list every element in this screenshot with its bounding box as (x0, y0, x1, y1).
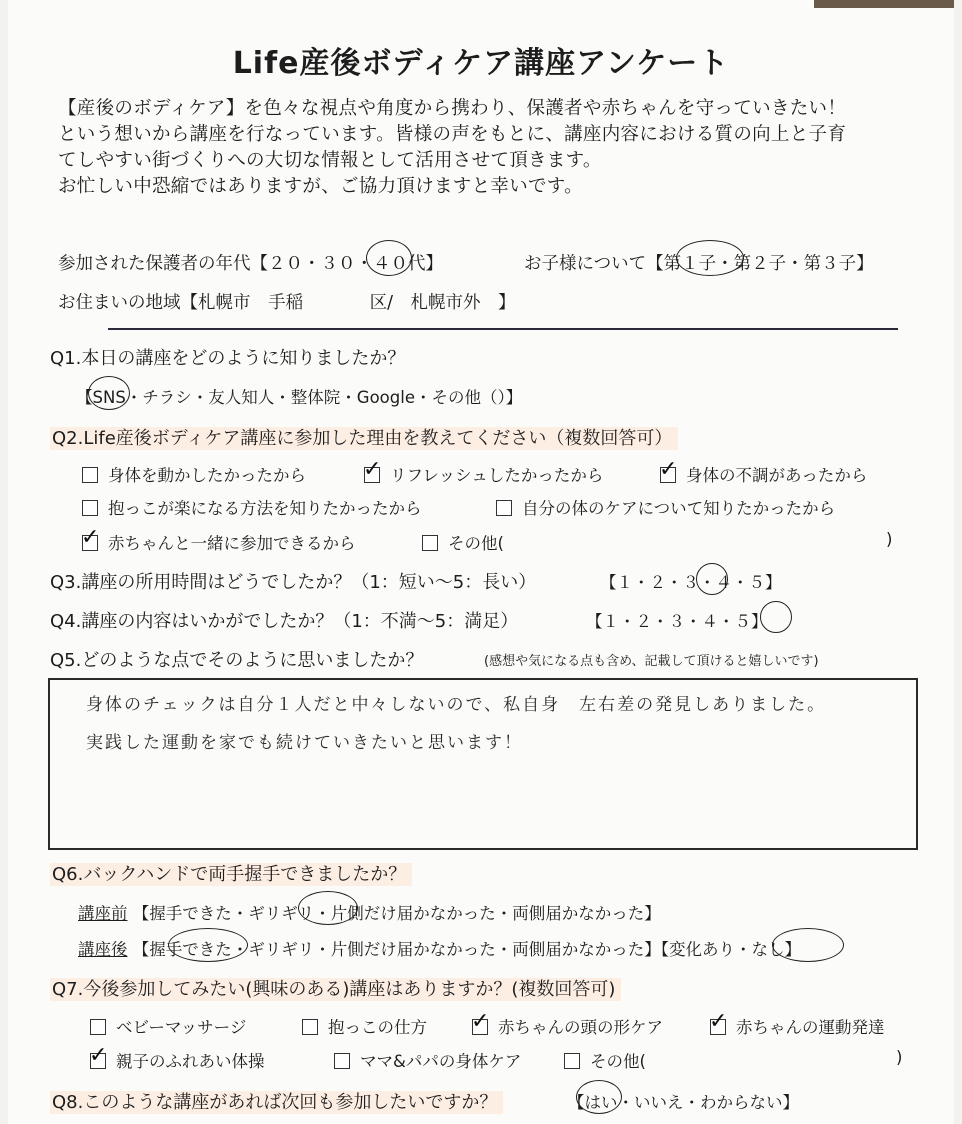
check-icon: ✓ (89, 1043, 108, 1068)
check-icon: ✓ (709, 1009, 728, 1034)
q5-question: Q5.どのような点でそのように思いましたか？ (50, 650, 424, 671)
checkbox-checked[interactable] (363, 457, 382, 483)
q2-option-4[interactable]: 抱っこが楽になる方法を知りたかったから (82, 495, 422, 519)
checkbox-checked[interactable] (709, 1009, 728, 1035)
q6-before-circle-mark (298, 891, 358, 925)
age-rest: ・４０代】 (355, 254, 443, 274)
checkbox-checked[interactable] (471, 1009, 490, 1035)
q1-question: Q1.本日の講座をどのように知りましたか？ (50, 348, 406, 369)
divider (108, 328, 898, 330)
child-selected[interactable]: 第１子 (663, 254, 717, 274)
q2-option-2[interactable]: ✓ リフレッシュしたかったから (363, 457, 604, 485)
q2-option-3[interactable]: ✓ 身体の不調があったから (659, 457, 868, 485)
intro-line-2: という想いから講座を行なっています。皆様の声をもとに、講座内容における質の向上と子育 (58, 124, 847, 145)
q8-circle-mark (576, 1080, 622, 1114)
intro-line-4: お忙しい中恐縮ではありますが、ご協力頂けますと幸いです。 (58, 176, 583, 197)
q1-bracket: 【 (76, 388, 93, 407)
intro-line-1: 【産後のボディケア】を色々な視点や角度から携わり、保護者や赤ちゃんを守っていきたい！ (58, 98, 847, 119)
q4-circle-mark (760, 601, 792, 633)
q7-option-7[interactable]: その他( (564, 1048, 646, 1072)
q2-option-5[interactable]: 自分の体のケアについて知りたかったから (496, 495, 835, 519)
checkbox[interactable] (422, 535, 438, 551)
q8-options[interactable]: 【はい・いいえ・わからない】 (568, 1093, 799, 1112)
q5-answer-line-1: 身体のチェックは自分１人だと中々しないので、私自身 左右差の発見しありました。 (86, 695, 827, 715)
checkbox[interactable] (82, 467, 98, 483)
checkbox[interactable] (302, 1019, 318, 1035)
background-edge (814, 0, 954, 8)
q4-selected[interactable]: ５ (734, 612, 751, 631)
check-icon: ✓ (659, 457, 678, 482)
child-label: お子様について【 (524, 254, 664, 274)
q2-option-7[interactable]: その他( (422, 530, 504, 554)
q3-question: Q3.講座の所用時間はどうでしたか？（1：短い〜5：長い） (50, 572, 537, 593)
q6-after-label: 講座後 (78, 940, 128, 959)
q1-options (76, 384, 522, 408)
q5-note: (感想や気になる点も含め、記載して頂けると嬉しいです) (484, 654, 819, 669)
checkbox[interactable] (82, 500, 98, 516)
q3-circle-mark (696, 563, 728, 595)
q3-scale: 【１・２・３・４・５】 (600, 573, 782, 592)
q7-question: Q7.今後参加してみたい(興味のある)講座はありますか？(複数回答可) (50, 975, 621, 1001)
q1-circle-mark (88, 376, 130, 410)
check-icon: ✓ (81, 525, 100, 550)
survey-title: Life産後ボディケア講座アンケート (232, 46, 730, 81)
q7-option-2[interactable]: 抱っこの仕方 (302, 1014, 427, 1038)
q4-scale: 【１・２・３・４・５】 (586, 612, 768, 631)
age-label: 参加された保護者の年代【２０・ (58, 254, 321, 274)
q1-rest: ・チラシ・友人知人・整体院・Google・その他（）】 (125, 388, 523, 407)
checkbox-checked[interactable] (81, 525, 100, 551)
checkbox[interactable] (334, 1053, 350, 1069)
intro-line-3: てしやすい街づくりへの大切な情報として活用させて頂きます。 (58, 150, 602, 171)
q7-other-close: ) (896, 1048, 903, 1067)
q6-question: Q6.バックハンドで両手握手できましたか？ (50, 860, 412, 886)
q6-after-circle-mark (168, 928, 248, 962)
q8-question: Q8.このような講座があれば次回も参加したいですか？ (50, 1088, 503, 1114)
child-circle-mark (676, 240, 744, 276)
q4-question: Q4.講座の内容はいかがでしたか？（1：不満〜5：満足） (50, 611, 519, 632)
check-icon: ✓ (471, 1009, 490, 1034)
q7-option-5[interactable]: ✓ 親子のふれあい体操 (89, 1043, 265, 1071)
q3-selected[interactable]: ３ (682, 573, 699, 592)
q2-question: Q2.Life産後ボディケア講座に参加した理由を教えてください（複数回答可） (50, 424, 678, 450)
checkbox-checked[interactable] (89, 1043, 108, 1069)
q6-after-options[interactable]: 【握手できた・ギリギリ・片側だけ届かなかった・両側届かなかった】 (132, 940, 661, 959)
survey-sheet (8, 0, 954, 1124)
checkbox[interactable] (564, 1053, 580, 1069)
q1-selected[interactable]: SNS (92, 388, 126, 407)
age-selected[interactable]: ３０ (320, 254, 356, 274)
q2-option-1[interactable]: 身体を動かしたかったから (82, 462, 306, 486)
checkbox[interactable] (496, 500, 512, 516)
q6-change[interactable]: 【変化あり・なし】 (660, 940, 801, 959)
q2-option-6[interactable]: ✓ 赤ちゃんと一緒に参加できるから (81, 525, 356, 553)
q7-option-3[interactable]: ✓ 赤ちゃんの頭の形ケア (471, 1009, 663, 1037)
q6-before-options[interactable]: 【握手できた・ギリギリ・片側だけ届かなかった・両側届かなかった】 (132, 904, 661, 923)
area-field (58, 289, 516, 314)
q5-answer-line-2: 実践した運動を家でも続けていきたいと思います！ (86, 733, 523, 753)
checkbox-checked[interactable] (659, 457, 678, 483)
q7-option-4[interactable]: ✓ 赤ちゃんの運動発達 (709, 1009, 885, 1037)
area-rest: 区/ 札幌市外 】 (369, 293, 516, 313)
area-label: お住まいの地域【札幌市 (58, 293, 251, 313)
child-rest: ・第２子・第３子】 (716, 254, 874, 274)
q7-option-6[interactable]: ママ&パパの身体ケア (334, 1048, 521, 1072)
check-icon: ✓ (363, 457, 382, 482)
area-written[interactable]: 手稲 (268, 293, 304, 313)
q6-before-row (78, 900, 661, 924)
q7-option-1[interactable]: ベビーマッサージ (90, 1014, 246, 1038)
q6-change-circle-mark (772, 928, 844, 962)
q2-other-close: ) (886, 530, 893, 549)
checkbox[interactable] (90, 1019, 106, 1035)
age-circle-mark (366, 240, 412, 276)
q6-before-label: 講座前 (78, 904, 128, 923)
